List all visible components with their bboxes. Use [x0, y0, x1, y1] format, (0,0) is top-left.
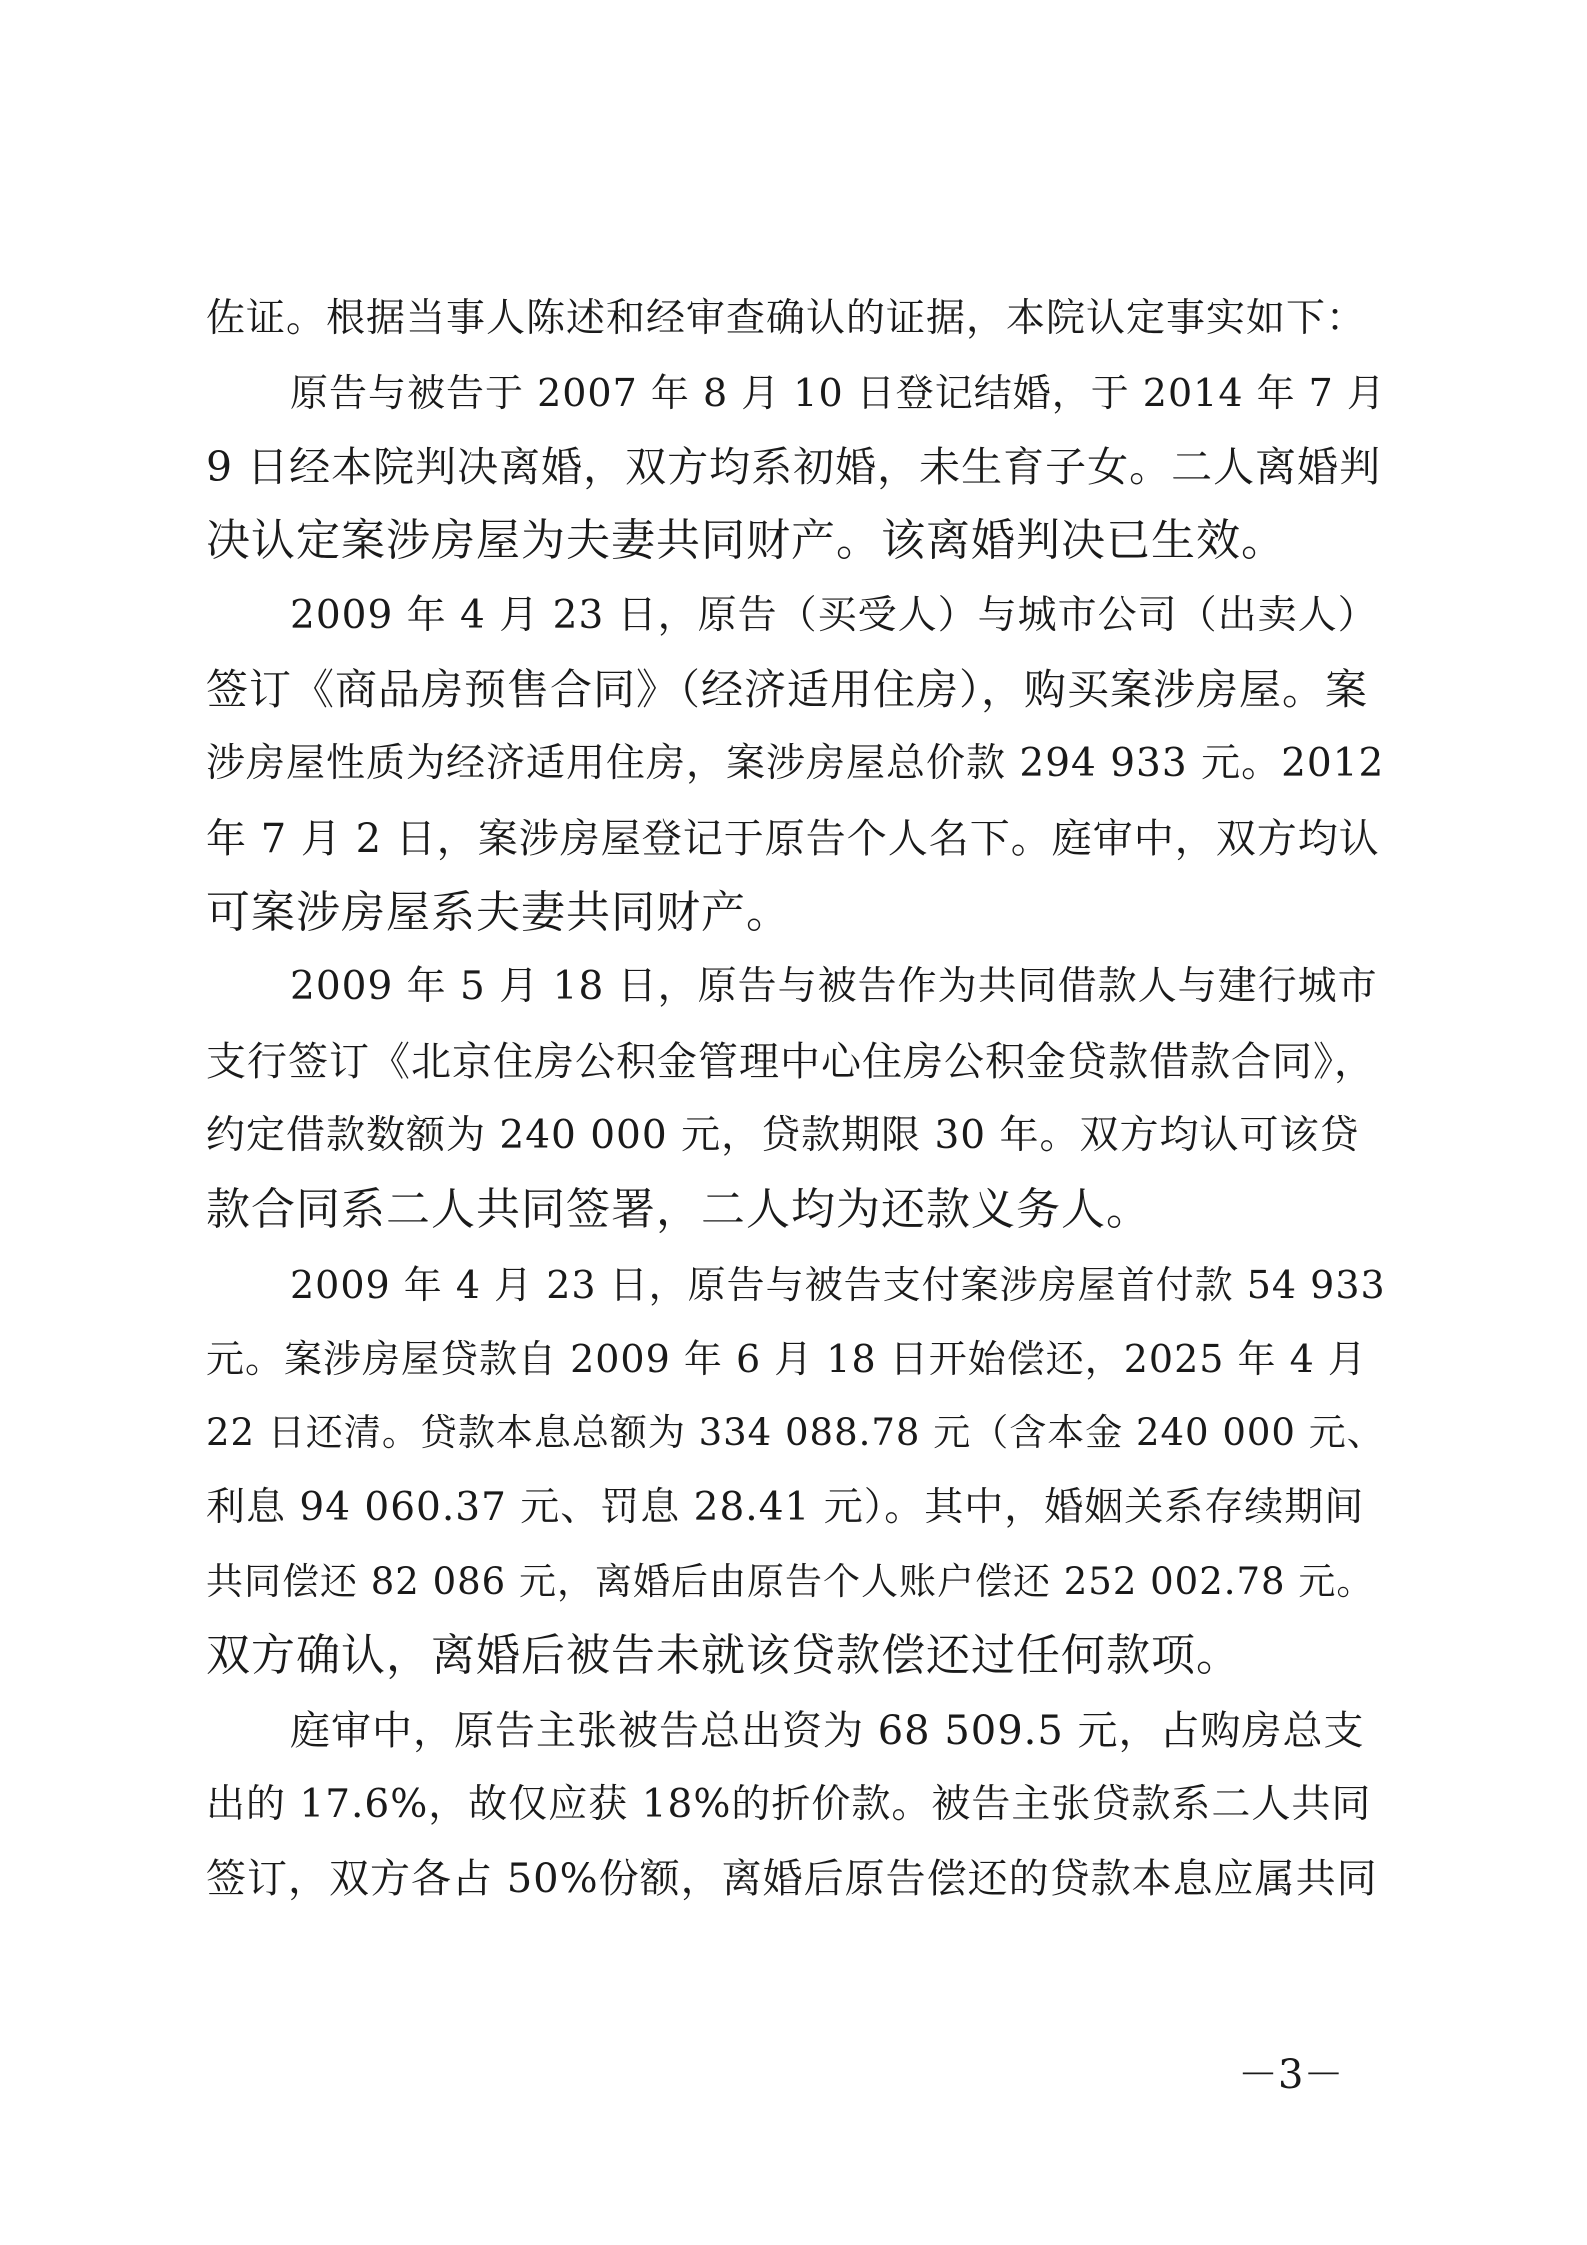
text-line: 9 日经本院判决离婚，双方均系初婚，未生育子女。二人离婚判 [206, 443, 1382, 491]
text-line: 2009 年 4 月 23 日，原告与被告支付案涉房屋首付款 54 933 [290, 1263, 1386, 1307]
text-line: 可案涉房屋系夫妻共同财产。 [206, 887, 791, 938]
text-line: 2009 年 5 月 18 日，原告与被告作为共同借款人与建行城市 [290, 964, 1378, 1009]
text-line: 利息 94 060.37 元、罚息 28.41 元）。其中，婚姻关系存续期间 [206, 1485, 1365, 1530]
text-line: 佐证。根据当事人陈述和经审查确认的证据，本院认定事实如下： [206, 296, 1367, 341]
text-line: 元。案涉房屋贷款自 2009 年 6 月 18 日开始偿还，2025 年 4 月 [206, 1337, 1367, 1381]
text-line: 决认定案涉房屋为夫妻共同财产。该离婚判决已生效。 [206, 515, 1286, 566]
text-line: 庭审中，原告主张被告总出资为 68 509.5 元，占购房总支 [290, 1708, 1365, 1754]
text-line: 支行签订《北京住房公积金管理中心住房公积金贷款借款合同》， [206, 1039, 1375, 1085]
text-line: 约定借款数额为 240 000 元，贷款期限 30 年。双方均认可该贷 [206, 1113, 1360, 1158]
text-line: 款合同系二人共同签署，二人均为还款义务人。 [206, 1184, 1151, 1235]
text-line: 双方确认，离婚后被告未就该贷款偿还过任何款项。 [206, 1630, 1241, 1681]
page-number: －3－ [1238, 2052, 1344, 2098]
text-line: 出的 17.6%，故仅应获 18%的折价款。被告主张贷款系二人共同 [206, 1782, 1372, 1827]
text-line: 2009 年 4 月 23 日，原告（买受人）与城市公司（出卖人） [290, 593, 1378, 638]
text-line: 共同偿还 82 086 元，离婚后由原告个人账户偿还 252 002.78 元。 [206, 1560, 1375, 1603]
text-line: 涉房屋性质为经济适用住房，案涉房屋总价款 294 933 元。2012 [206, 741, 1385, 786]
text-line: 原告与被告于 2007 年 8 月 10 日登记结婚，于 2014 年 7 月 [290, 371, 1386, 415]
text-line: 签订《商品房预售合同》（经济适用住房），购买案涉房屋。案 [206, 665, 1369, 714]
text-line: 22 日还清。贷款本息总额为 334 088.78 元（含本金 240 000 元、 [206, 1411, 1385, 1454]
text-line: 年 7 月 2 日，案涉房屋登记于原告个人名下。庭审中，双方均认 [206, 816, 1380, 862]
text-line: 签订，双方各占 50%份额，离婚后原告偿还的贷款本息应属共同 [206, 1856, 1378, 1902]
